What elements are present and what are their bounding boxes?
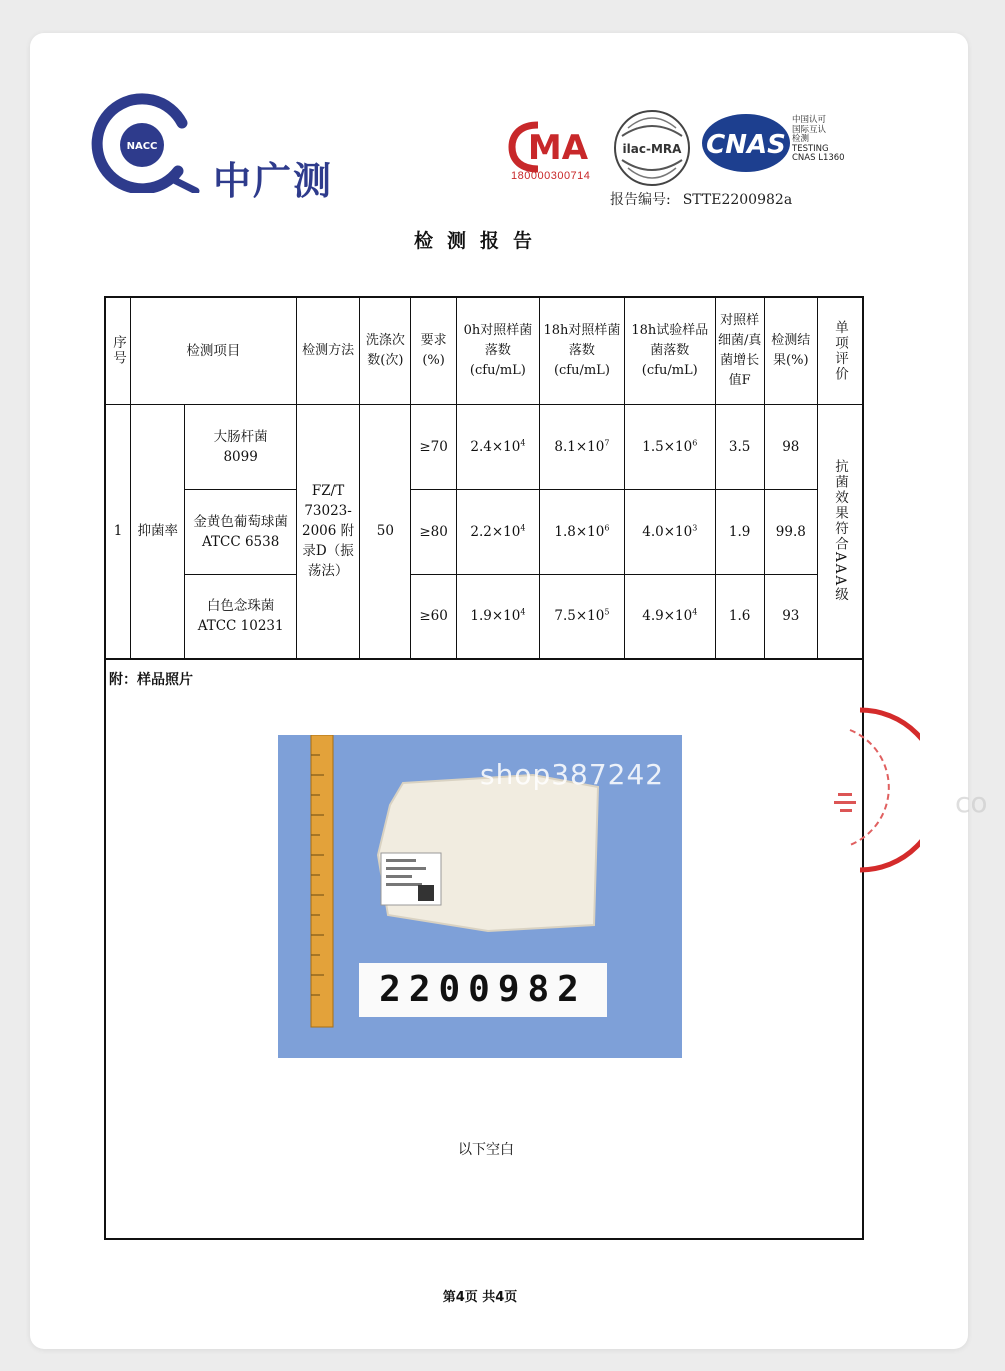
cnas-mark-icon xyxy=(700,112,792,174)
cell-18h-sample: $1.5\times 10^6$ xyxy=(624,404,715,489)
logo-text: NACC xyxy=(126,141,158,152)
cell-requirement: ≥80 xyxy=(411,489,456,574)
table-header-row xyxy=(105,297,863,404)
attachment-label: 附：样品照片 xyxy=(109,672,193,688)
header-18h-control: 18h对照样菌落数(cfu/mL) xyxy=(539,297,624,404)
cell-organism: 白色念珠菌 ATCC 10231 xyxy=(185,574,296,659)
cma-text: MA xyxy=(527,128,589,168)
sample-number-card: 2200982 xyxy=(359,963,607,1017)
watermark-tail: co xyxy=(955,786,988,819)
table-row xyxy=(105,574,863,659)
header-result: 检测结果(%) xyxy=(764,297,817,404)
cell-seq: 1 xyxy=(105,404,131,659)
table-row xyxy=(105,404,863,489)
cell-growth: 3.5 xyxy=(715,404,764,489)
header-item: 检测项目 xyxy=(131,297,297,404)
cell-0h: $2.2\times 10^4$ xyxy=(456,489,539,574)
header-seq: 序号 xyxy=(105,297,131,404)
cell-18h-sample: $4.9\times 10^4$ xyxy=(624,574,715,659)
cnas-text: CNAS xyxy=(706,130,786,160)
report-number-value: STTE2200982a xyxy=(682,192,793,208)
cell-result: 99.8 xyxy=(764,489,817,574)
cell-evaluation: 抗菌效果符合AAA级 xyxy=(817,404,863,659)
document-title: 检测报告 xyxy=(413,230,546,252)
cell-organism: 金黄色葡萄球菌 ATCC 6538 xyxy=(185,489,296,574)
header-requirement: 要求(%) xyxy=(411,297,456,404)
report-number xyxy=(610,189,792,209)
attachment-section xyxy=(104,657,864,1240)
cell-organism: 大肠杆菌 8099 xyxy=(185,404,296,489)
table-row xyxy=(105,489,863,574)
nacc-logo-icon xyxy=(90,93,200,193)
cell-0h: $2.4\times 10^4$ xyxy=(456,404,539,489)
page-number: 第4页 共4页 xyxy=(442,1290,518,1305)
cell-18h-control: $7.5\times 10^5$ xyxy=(539,574,624,659)
cnas-caption: 中国认可 国际互认 检测 TESTING CNAS L1360 xyxy=(792,115,845,163)
official-seal-icon xyxy=(820,705,920,875)
cell-18h-control: $8.1\times 10^7$ xyxy=(539,404,624,489)
cell-category: 抑菌率 xyxy=(131,404,185,659)
header-washes: 洗涤次数(次) xyxy=(360,297,411,404)
blank-note: 以下空白 xyxy=(458,1142,514,1158)
cell-18h-control: $1.8\times 10^6$ xyxy=(539,489,624,574)
cell-requirement: ≥60 xyxy=(411,574,456,659)
header-evaluation: 单项评价 xyxy=(817,297,863,404)
cell-18h-sample: $4.0\times 10^3$ xyxy=(624,489,715,574)
header-growth: 对照样细菌/真菌增长值F xyxy=(715,297,764,404)
ilac-text: ilac-MRA xyxy=(622,142,682,156)
cell-requirement: ≥70 xyxy=(411,404,456,489)
report-number-label: 报告编号: xyxy=(610,192,671,208)
results-table xyxy=(104,296,864,660)
cell-growth: 1.9 xyxy=(715,489,764,574)
ilac-mra-mark-icon xyxy=(612,108,692,188)
header-method: 检测方法 xyxy=(296,297,360,404)
header-0h-control: 0h对照样菌落数(cfu/mL) xyxy=(456,297,539,404)
header-18h-sample: 18h试验样品菌落数(cfu/mL) xyxy=(624,297,715,404)
cell-result: 93 xyxy=(764,574,817,659)
cell-growth: 1.6 xyxy=(715,574,764,659)
cell-0h: $1.9\times 10^4$ xyxy=(456,574,539,659)
watermark: shop387242 xyxy=(480,758,665,791)
cma-number: 180000300714 xyxy=(511,170,591,182)
cell-washes: 50 xyxy=(360,404,411,659)
cell-result: 98 xyxy=(764,404,817,489)
brand-name: 中广测 xyxy=(213,159,334,203)
certification-marks xyxy=(508,108,868,188)
cell-method: FZ/T 73023-2006 附录D（振荡法） xyxy=(296,404,360,659)
